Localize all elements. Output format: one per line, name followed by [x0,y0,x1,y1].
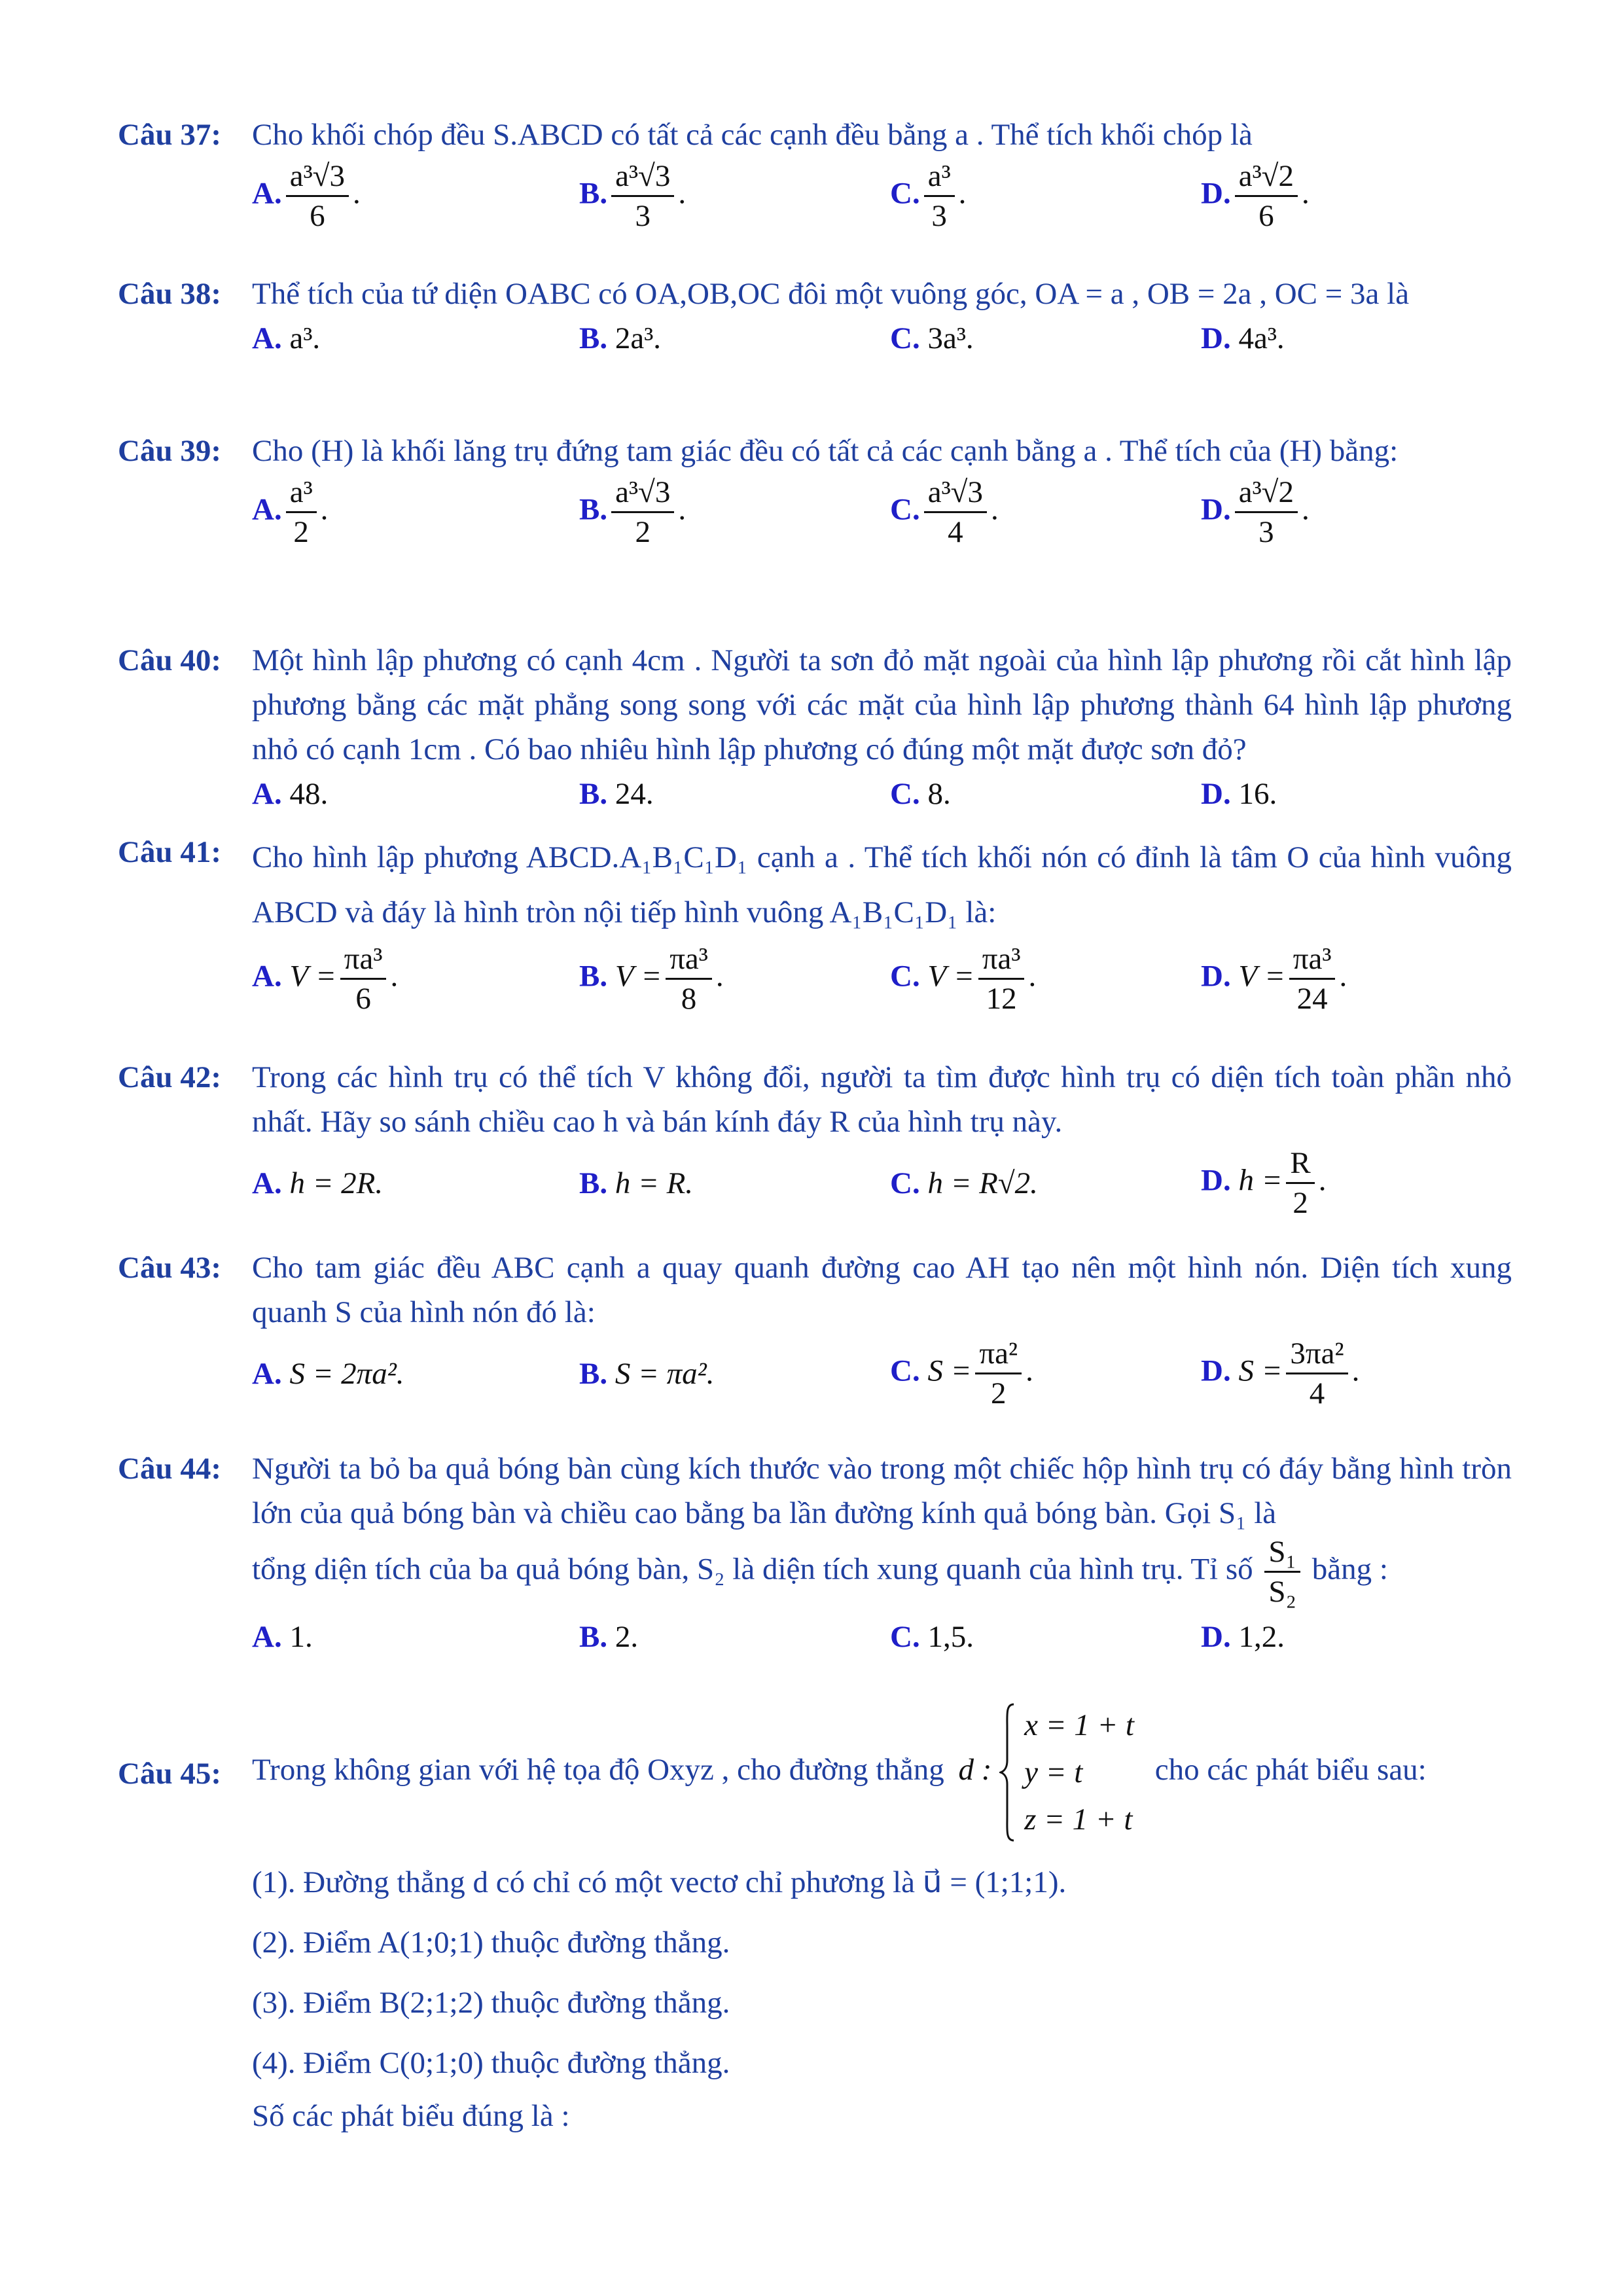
question-40 [118,638,1512,817]
system-eq-z: z = 1 + t [1024,1803,1133,1837]
statement-2: (2). Điểm A(1;0;1) thuộc đường thẳng. [252,1926,730,1960]
option-d[interactable]: D. 4a³. [1201,321,1285,355]
option-c[interactable]: C. $\frac{\text{a³}}{3}$ . [890,157,966,235]
answer-options [252,940,1512,1025]
question-number: Câu 45: [118,1757,221,1791]
option-c[interactable]: C. 3a³. [890,321,974,355]
option-a[interactable]: A. V = $\frac{\text{πa³}}{6}$ . [252,940,398,1018]
question-number: Câu 40: [118,643,221,677]
question-42 [118,1055,1512,1229]
option-c[interactable]: C. V = $\frac{\text{πa³}}{12}$ . [890,940,1036,1018]
question-stem: Thể tích của tứ diện OABC có OA,OB,OC đôi một vuông góc, OA = a , OB = 2a , OC = 3a là [252,277,1410,311]
answer-options [252,473,1512,558]
system-eq-y: y = t [1024,1755,1083,1789]
question-stem: Cho (H) là khối lăng trụ đứng tam giác đều có tất cả các cạnh bằng a . Thể tích của (H) bằng: [252,434,1399,468]
statement-1: (1). Đường thẳng d có chỉ có một vectơ chỉ phương là u⃗ = (1;1;1). [252,1865,1067,1899]
question-44 [118,1446,1512,1660]
parametric-system [999,1702,1134,1843]
option-d[interactable]: D. h = $\frac{R}{2}$ . [1201,1144,1327,1222]
question-stem: Người ta bỏ ba quả bóng bàn cùng kích thước vào trong một chiếc hộp hình trụ có đáy bằng hình tròn lớn của quả bóng bàn và chiều cao bằng ba lần đường kính quả bóng bàn. Gọi S₁ là [252,1452,1512,1530]
statement-4: (4). Điểm C(0;1;0) thuộc đường thẳng. [252,2046,730,2080]
question-45 [118,1702,1512,2139]
question-number: Câu 42: [118,1060,221,1094]
system-eq-x: x = 1 + t [1024,1708,1134,1742]
question-number: Câu 37: [118,118,221,152]
question-number: Câu 41: [118,835,221,869]
answer-options [252,1144,1512,1229]
question-43 [118,1246,1512,1420]
answer-options [252,1615,1512,1660]
option-b[interactable]: B. 2a³. [579,321,662,355]
option-b[interactable]: B. h = R. [579,1166,694,1200]
answer-options [252,157,1512,242]
option-b[interactable]: B. 2. [579,1620,639,1654]
option-d[interactable]: D. $\frac{\text{a³√2}}{6}$ . [1201,157,1310,235]
question-number: Câu 39: [118,434,221,468]
answer-options [252,1335,1512,1420]
option-d[interactable]: D. 1,2. [1201,1620,1285,1654]
question-number: Câu 38: [118,277,221,311]
option-c[interactable]: C. 1,5. [890,1620,974,1654]
option-b[interactable]: B. S = πa². [579,1357,715,1391]
question-37 [118,113,1512,242]
option-a[interactable]: A. 48. [252,777,329,811]
answer-options [252,316,1512,362]
option-b[interactable]: B. V = $\frac{\text{πa³}}{8}$ . [579,940,724,1018]
question-stem-ratio-line: tổng diện tích của ba quả bóng bàn, S₂ là diện tích xung quanh của hình trụ. Tỉ số $\frac{\text{S₁}}{\text{S₂}}$ bằng : [252,1533,1512,1611]
option-d[interactable]: D. V = $\frac{\text{πa³}}{24}$ . [1201,940,1347,1018]
option-c[interactable]: C. 8. [890,777,951,811]
question-stem: Trong không gian với hệ tọa độ Oxyz , cho đường thẳng d : x = 1 + t y = t z = 1 + t cho các phát biểu sau: [252,1702,1512,1843]
left-brace-icon [999,1702,1016,1843]
option-a[interactable]: A. $\frac{\text{a³}}{2}$ . [252,473,328,551]
option-b[interactable]: B. $\frac{\text{a³√3}}{3}$ . [579,157,686,235]
answer-options [252,772,1512,817]
question-stem: Trong các hình trụ có thể tích V không đổi, người ta tìm được hình trụ có diện tích toàn phần nhỏ nhất. Hãy so sánh chiều cao h và bán kính đáy R của hình trụ này. [252,1060,1512,1139]
option-b[interactable]: B. 24. [579,777,654,811]
question-41 [118,830,1512,1025]
option-c[interactable]: C. $\frac{\text{a³√3}}{4}$ . [890,473,999,551]
option-d[interactable]: D. 16. [1201,777,1277,811]
option-b[interactable]: B. $\frac{\text{a³√3}}{2}$ . [579,473,686,551]
question-38 [118,272,1512,362]
question-number: Câu 43: [118,1251,221,1285]
option-c[interactable]: C. S = $\frac{\text{πa²}}{2}$ . [890,1335,1033,1412]
option-c[interactable]: C. h = R√2. [890,1166,1038,1200]
option-a[interactable]: A. 1. [252,1620,313,1654]
question-39 [118,429,1512,558]
option-a[interactable]: A. $\frac{\text{a³√3}}{6}$ . [252,157,361,235]
question-stem: Cho hình lập phương ABCD.A₁B₁C₁D₁ cạnh a . Thể tích khối nón có đỉnh là tâm O của hình vuông ABCD và đáy là hình tròn nội tiếp hình vuông A₁B₁C₁D₁ là: [252,840,1512,929]
question-stem: Cho khối chóp đều S.ABCD có tất cả các cạnh đều bằng a . Thể tích khối chóp là [252,118,1253,152]
option-a[interactable]: A. h = 2R. [252,1166,383,1200]
question-stem: Cho tam giác đều ABC cạnh a quay quanh đường cao AH tạo nên một hình nón. Diện tích xung quanh S của hình nón đó là: [252,1251,1512,1329]
statements-list [252,1852,1512,2139]
question-stem: Một hình lập phương có cạnh 4cm . Người ta sơn đỏ mặt ngoài của hình lập phương rồi cắt hình lập phương bằng các mặt phẳng song song với các mặt của hình lập phương thành 64 hình lập phương nhỏ có cạnh 1cm . Có bao nhiêu hình lập phương có đúng một mặt được sơn đỏ? [252,643,1512,766]
question-number: Câu 44: [118,1452,221,1486]
option-a[interactable]: A. S = 2πa². [252,1357,404,1391]
option-d[interactable]: D. $\frac{\text{a³√2}}{3}$ . [1201,473,1310,551]
option-a[interactable]: A. a³. [252,321,321,355]
option-d[interactable]: D. S = $\frac{\text{3πa²}}{4}$ . [1201,1335,1359,1412]
line-name: d : [958,1752,992,1787]
statement-3: (3). Điểm B(2;1;2) thuộc đường thẳng. [252,1986,730,2020]
closing-question: Số các phát biểu đúng là : [252,2099,570,2133]
